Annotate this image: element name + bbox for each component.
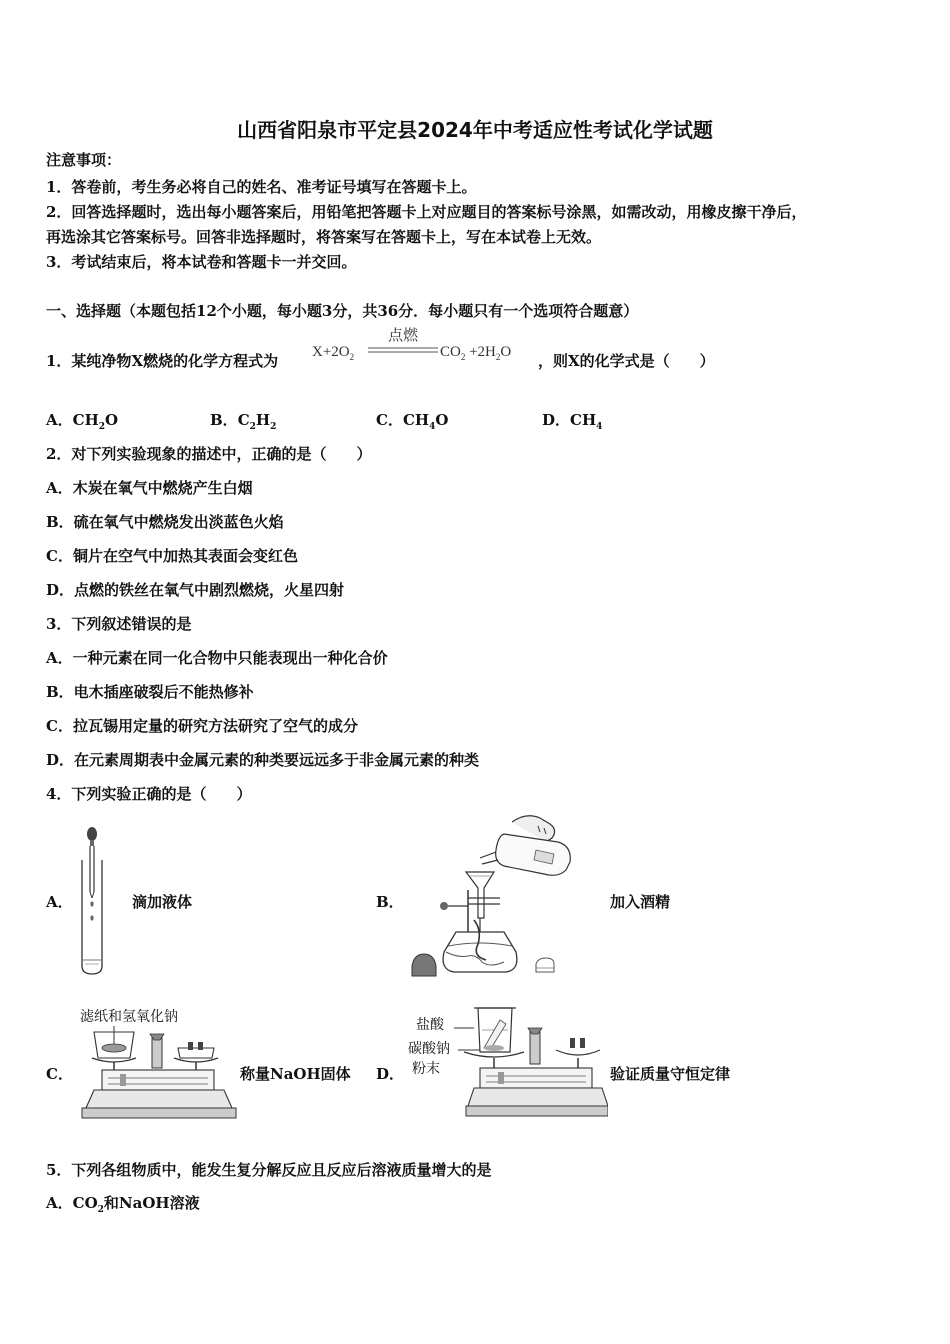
q1-option-c-main: CH	[402, 411, 430, 429]
notice-item-2-cont: 再选涂其它答案标号。回答非选择题时，将答案写在答题卡上，写在本试卷上无效。	[46, 228, 602, 246]
alcohol-lamp-filling-figure	[408, 812, 580, 980]
q2-option-a: A．木炭在氧气中燃烧产生白烟	[46, 479, 253, 497]
chemical-equation	[306, 328, 538, 378]
q3-option-a: A．一种元素在同一化合物中只能表现出一种化合价	[46, 649, 388, 667]
q4-option-b-label: 加入酒精	[610, 893, 671, 911]
q5-option-a-sub: 2	[97, 1205, 104, 1215]
q1-option-a	[46, 410, 118, 437]
equation-condition: 点燃	[388, 328, 419, 344]
dropper-test-tube-figure	[70, 826, 120, 978]
balance-d-text-2: 碳酸钠	[408, 1041, 450, 1057]
equation-equal-sign	[368, 347, 438, 355]
q1-option-a-letter: A．	[46, 411, 73, 429]
equation-right	[440, 344, 511, 362]
equation-right-o: O	[500, 344, 512, 360]
section-heading: 一、选择题（本题包括12个小题，每小题3分，共36分．每小题只有一个选项符合题意）	[46, 302, 639, 320]
q2-option-c: C．铜片在空气中加热其表面会变红色	[46, 547, 298, 565]
q1-option-d-letter: D．	[542, 411, 571, 429]
equation-right-sub2: 2	[495, 352, 501, 362]
notice-item-3: 3．考试结束后，将本试卷和答题卡一并交回。	[46, 253, 357, 271]
q1-option-c-letter: C．	[376, 411, 403, 429]
q5-option-a-text: A．CO	[46, 1194, 98, 1212]
q1-option-b	[210, 410, 276, 437]
balance-c-figure-text: 滤纸和氢氧化钠	[80, 1009, 178, 1025]
q5-option-a	[46, 1193, 200, 1220]
q5-option-a-tail: 和NaOH溶液	[103, 1194, 200, 1212]
balance-naoh-figure	[74, 1004, 240, 1124]
q1-option-a-sub: 2	[98, 422, 106, 432]
page-title: 山西省阳泉市平定县2024年中考适应性考试化学试题	[237, 118, 713, 142]
q1-option-d	[542, 410, 602, 437]
q1-stem-suffix: ，则X的化学式是（ ）	[538, 352, 715, 370]
q3-option-d: D．在元素周期表中金属元素的种类要远远多于非金属元素的种类	[46, 751, 480, 769]
balance-mass-conservation-figure	[408, 1004, 608, 1124]
q1-option-b-sub: 2	[249, 422, 256, 432]
q5-stem: 5．下列各组物质中，能发生复分解反应且反应后溶液质量增大的是	[46, 1161, 492, 1179]
q1-stem-prefix: 1．某纯净物X燃烧的化学方程式为	[46, 352, 279, 370]
q3-option-b: B．电木插座破裂后不能热修补	[46, 683, 254, 701]
q4-stem: 4．下列实验正确的是（ ）	[46, 785, 252, 803]
q1-option-d-sub: 4	[596, 422, 603, 432]
notice-heading: 注意事项：	[46, 151, 122, 169]
q4-option-b-letter: B．	[376, 893, 404, 911]
q1-option-a-tail: O	[105, 411, 119, 429]
q3-option-c: C．拉瓦锡用定量的研究方法研究了空气的成分	[46, 717, 358, 735]
q2-option-b: B．硫在氧气中燃烧发出淡蓝色火焰	[46, 513, 284, 531]
balance-d-text-1: 盐酸	[416, 1017, 444, 1033]
balance-d-text-3: 粉末	[412, 1061, 440, 1077]
equation-right-co: CO	[440, 344, 461, 360]
equation-left-sub: 2	[349, 352, 355, 362]
q1-option-b-letter: B．	[210, 411, 238, 429]
equation-right-sub1: 2	[460, 352, 466, 362]
q4-option-d-label: 验证质量守恒定律	[610, 1065, 731, 1083]
q2-option-d: D．点燃的铁丝在氧气中剧烈燃烧，火星四射	[46, 581, 345, 599]
q1-option-d-main: CH	[570, 411, 597, 429]
q1-option-c	[376, 410, 448, 437]
q2-stem: 2．对下列实验现象的描述中，正确的是（ ）	[46, 445, 372, 463]
notice-item-1: 1．答卷前，考生务必将自己的姓名、准考证号填写在答题卡上。	[46, 178, 477, 196]
q4-option-a-letter: A．	[46, 893, 73, 911]
q3-stem: 3．下列叙述错误的是	[46, 615, 192, 633]
q1-option-c-sub: 4	[429, 422, 436, 432]
equation-left-text: X+2O	[312, 344, 350, 360]
equation-right-h: +2H	[465, 344, 496, 360]
q4-option-a-label: 滴加液体	[132, 893, 193, 911]
q1-option-a-main: CH	[72, 411, 99, 429]
q4-option-d-letter: D．	[376, 1065, 405, 1083]
q1-option-b-sub2: 2	[270, 422, 277, 432]
notice-item-2: 2．回答选择题时，选出每小题答案后，用铅笔把答题卡上对应题目的答案标号涂黑，如需改动，用橡皮擦干净后，	[46, 203, 807, 221]
q4-option-c-label: 称量NaOH固体	[240, 1065, 351, 1083]
q1-option-c-tail: O	[435, 411, 449, 429]
q1-option-b-main: C	[237, 411, 250, 429]
q1-option-b-tail: H	[255, 411, 271, 429]
q4-option-c-letter: C．	[46, 1065, 73, 1083]
equation-left	[312, 344, 354, 362]
